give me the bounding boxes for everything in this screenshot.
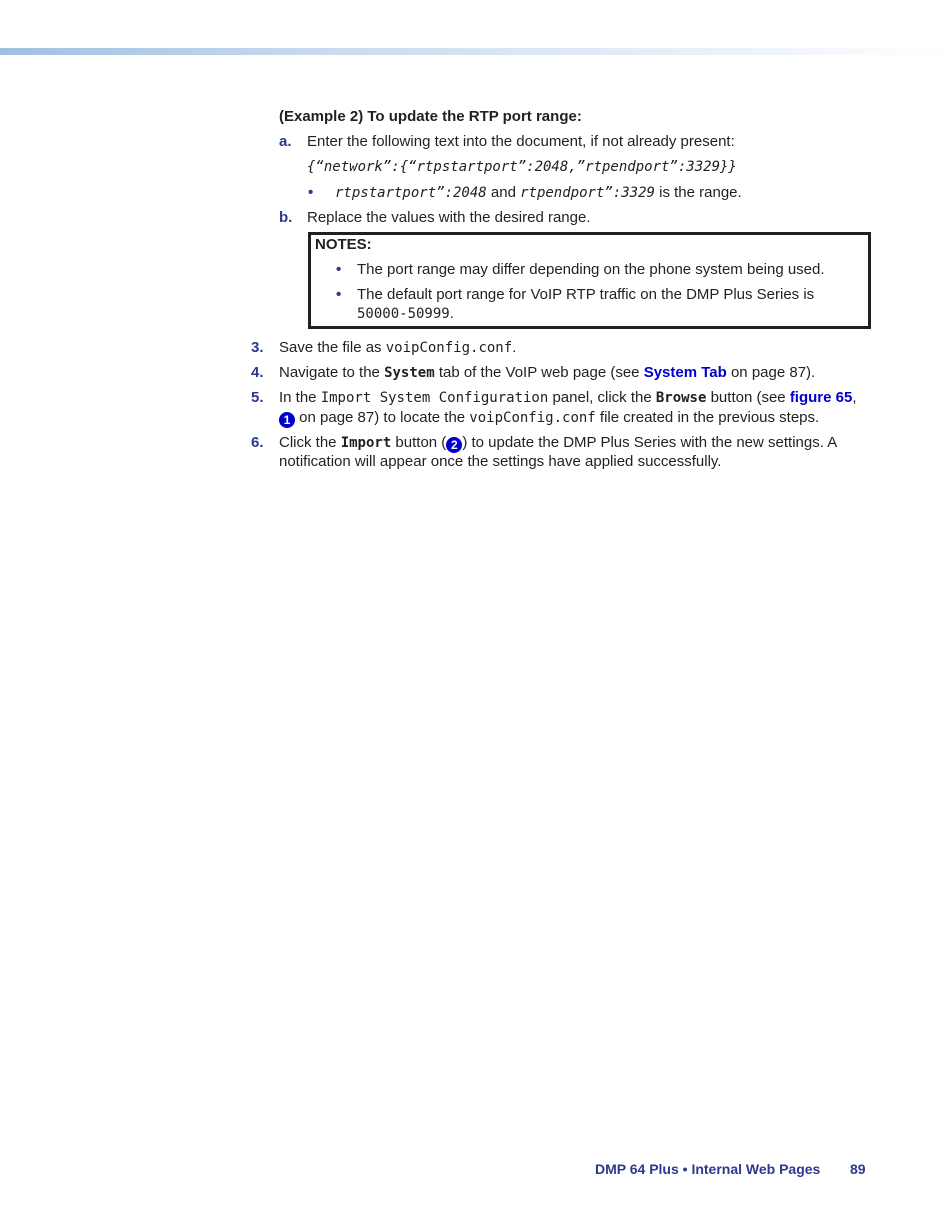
step-6-post: ) to update the DMP Plus Series with the new settings. A xyxy=(462,434,838,451)
notes-bullet-2: • xyxy=(336,286,342,303)
example-heading: (Example 2) To update the RTP port range: xyxy=(279,108,582,125)
step-6-mid: button ( xyxy=(391,434,447,451)
import-code: Import xyxy=(340,435,392,451)
page-number: 89 xyxy=(850,1161,866,1177)
and-text: and xyxy=(486,184,521,201)
step-a-text: Enter the following text into the document, if not already present: xyxy=(307,133,735,150)
step-5-comma: , xyxy=(852,389,857,406)
browse-code: Browse xyxy=(655,390,707,406)
system-tab-link[interactable]: System Tab xyxy=(643,364,727,381)
step-5-label: 5. xyxy=(251,389,264,406)
step-3-text xyxy=(279,338,516,358)
voipconfig-code: voipConfig.conf xyxy=(469,410,596,426)
step-6-line2: notification will appear once the settings have applied successfully. xyxy=(279,453,722,470)
notes-title: NOTES: xyxy=(315,236,372,253)
step-4-text xyxy=(279,363,815,383)
figure-65-link[interactable]: figure 65 xyxy=(789,389,853,406)
step-6-line1 xyxy=(279,433,837,453)
notes-item-2-line1: The default port range for VoIP RTP traffic on the DMP Plus Series is xyxy=(357,286,815,303)
step-a-code: {“network”:{“rtpstartport”:2048,”rtpendport”:3329}} xyxy=(307,159,737,175)
step-4-pre: Navigate to the xyxy=(279,364,385,381)
step-4-mid: tab of the VoIP web page (see xyxy=(434,364,644,381)
notes-item-1: The port range may differ depending on the phone system being used. xyxy=(357,261,825,278)
callout-2-icon: 2 xyxy=(446,437,462,453)
period: . xyxy=(449,305,454,322)
filename-code: voipConfig.conf xyxy=(385,340,513,356)
footer-title: DMP 64 Plus • Internal Web Pages xyxy=(595,1161,821,1177)
step-4-label: 4. xyxy=(251,364,264,381)
step-b-text: Replace the values with the desired range. xyxy=(307,209,591,226)
step-5-line1 xyxy=(279,388,857,408)
step-5-mid2: button (see xyxy=(706,389,790,406)
import-panel-code: Import System Configuration xyxy=(320,390,549,406)
step-3-pre: Save the file as xyxy=(279,339,386,356)
rtpendport-code: rtpendport”:3329 xyxy=(520,185,655,201)
step-5-line2-post: file created in the previous steps. xyxy=(595,409,820,426)
system-code: System xyxy=(384,365,435,381)
callout-1-icon: 1 xyxy=(279,412,295,428)
step-b-label: b. xyxy=(279,209,293,226)
step-a-label: a. xyxy=(279,133,292,150)
step-a-bullet: • xyxy=(308,184,314,201)
step-6-label: 6. xyxy=(251,434,264,451)
notes-bullet-1: • xyxy=(336,261,342,278)
notes-item-2-line2 xyxy=(357,304,454,324)
range-text: is the range. xyxy=(654,184,742,201)
step-5-mid1: panel, click the xyxy=(548,389,656,406)
rtpstartport-code: rtpstartport”:2048 xyxy=(335,185,487,201)
step-6-pre: Click the xyxy=(279,434,341,451)
step-a-bullet-text xyxy=(335,183,742,203)
step-3-label: 3. xyxy=(251,339,264,356)
header-gradient-bar xyxy=(0,48,950,55)
step-5-pre: In the xyxy=(279,389,321,406)
step-5-line2 xyxy=(279,408,819,428)
step-3-post: . xyxy=(512,339,517,356)
step-5-line2-mid: on page 87) to locate the xyxy=(295,409,470,426)
step-4-post: on page 87). xyxy=(726,364,816,381)
port-range-code: 50000-50999 xyxy=(357,306,450,322)
